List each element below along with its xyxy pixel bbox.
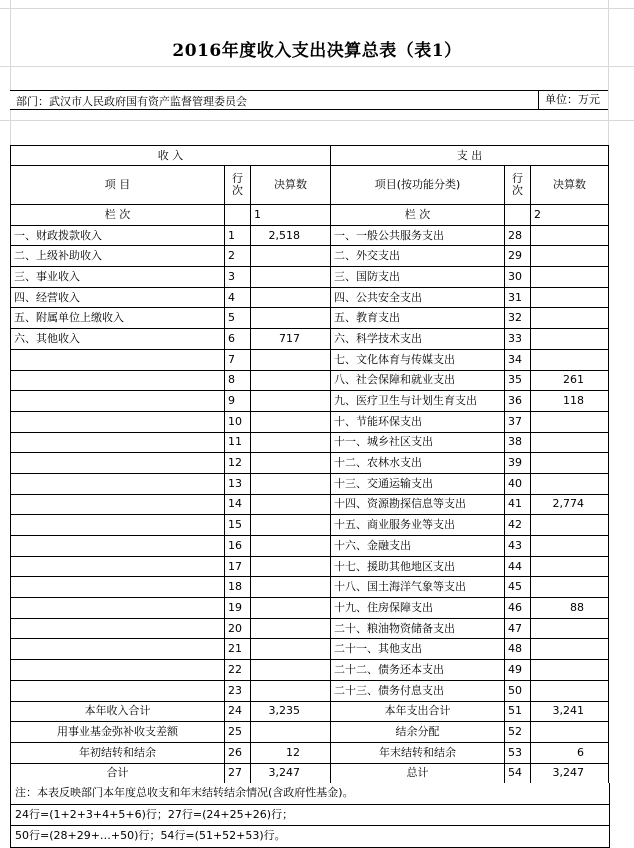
- expense-row-no: 47: [505, 618, 531, 639]
- income-item: [11, 453, 225, 474]
- col-amount-header: 决算数: [251, 166, 331, 205]
- expense-amount: [531, 660, 609, 681]
- expense-amount: [531, 246, 609, 267]
- column-header-row: [11, 166, 609, 205]
- income-item: [11, 411, 225, 432]
- income-row-no: 7: [225, 349, 251, 370]
- income-item: 三、事业收入: [11, 267, 225, 288]
- expense-amount: 88: [531, 598, 609, 619]
- expense-row-no: 39: [505, 453, 531, 474]
- lanci-expense-label: 栏 次: [331, 205, 505, 226]
- summary-expense-item: 年末结转和结余: [331, 742, 505, 763]
- expense-item: 二十二、债务还本支出: [331, 660, 505, 681]
- income-row-no: 23: [225, 680, 251, 701]
- income-item: [11, 432, 225, 453]
- expense-row-no: 28: [505, 225, 531, 246]
- expense-amount: [531, 639, 609, 660]
- income-row-no: 20: [225, 618, 251, 639]
- table-row: [11, 494, 609, 515]
- lanci-blank2: [505, 205, 531, 226]
- summary-income-amount: 12: [251, 742, 331, 763]
- table-row: [11, 660, 609, 681]
- income-item: [11, 660, 225, 681]
- table-row: [11, 391, 609, 412]
- income-expense-table: [10, 145, 609, 784]
- income-item: 一、财政拨款收入: [11, 225, 225, 246]
- income-amount: [251, 473, 331, 494]
- income-item: 四、经营收入: [11, 287, 225, 308]
- expense-item: 二十三、债务付息支出: [331, 680, 505, 701]
- expense-amount: [531, 411, 609, 432]
- summary-income-amount: [251, 722, 331, 743]
- summary-income-item: 用事业基金弥补收支差额: [11, 722, 225, 743]
- income-amount: [251, 556, 331, 577]
- income-amount: [251, 246, 331, 267]
- table-row: [11, 432, 609, 453]
- table-row: [11, 577, 609, 598]
- expense-section-header: 支 出: [331, 146, 609, 166]
- table-row: [11, 370, 609, 391]
- expense-amount: [531, 287, 609, 308]
- table-row: [11, 639, 609, 660]
- expense-item: 十三、交通运输支出: [331, 473, 505, 494]
- income-row-no: 14: [225, 494, 251, 515]
- income-row-no: 17: [225, 556, 251, 577]
- income-amount: [251, 453, 331, 474]
- summary-expense-amount: 3,247: [531, 763, 609, 784]
- expense-row-no: 43: [505, 536, 531, 557]
- lanci-row: [11, 205, 609, 226]
- table-row: [11, 536, 609, 557]
- col-amount2-header: 决算数: [531, 166, 609, 205]
- income-amount: 717: [251, 329, 331, 350]
- summary-expense-row-no: 52: [505, 722, 531, 743]
- notes-footer: [10, 783, 610, 848]
- table-row: [11, 308, 609, 329]
- expense-row-no: 33: [505, 329, 531, 350]
- col-item-func-header: 项目(按功能分类): [331, 166, 505, 205]
- table-row: [11, 618, 609, 639]
- income-row-no: 15: [225, 515, 251, 536]
- income-amount: 2,518: [251, 225, 331, 246]
- lanci-blank: [225, 205, 251, 226]
- summary-expense-amount: 6: [531, 742, 609, 763]
- income-amount: [251, 267, 331, 288]
- income-row-no: 1: [225, 225, 251, 246]
- income-amount: [251, 536, 331, 557]
- expense-item: 二十、粮油物资储备支出: [331, 618, 505, 639]
- summary-expense-amount: [531, 722, 609, 743]
- summary-income-amount: 3,235: [251, 701, 331, 722]
- summary-expense-row-no: 54: [505, 763, 531, 784]
- summary-income-amount: 3,247: [251, 763, 331, 784]
- expense-row-no: 35: [505, 370, 531, 391]
- income-row-no: 3: [225, 267, 251, 288]
- summary-income-row-no: 24: [225, 701, 251, 722]
- header-info-row: [10, 90, 608, 110]
- income-row-no: 11: [225, 432, 251, 453]
- expense-item: 四、公共安全支出: [331, 287, 505, 308]
- expense-amount: [531, 536, 609, 557]
- expense-amount: [531, 225, 609, 246]
- table-row: [11, 515, 609, 536]
- expense-item: 十一、城乡社区支出: [331, 432, 505, 453]
- income-row-no: 8: [225, 370, 251, 391]
- expense-item: 十六、金融支出: [331, 536, 505, 557]
- table-row: [11, 473, 609, 494]
- expense-item: 六、科学技术支出: [331, 329, 505, 350]
- expense-row-no: 38: [505, 432, 531, 453]
- income-row-no: 10: [225, 411, 251, 432]
- expense-row-no: 46: [505, 598, 531, 619]
- income-amount: [251, 349, 331, 370]
- section-header-row: [11, 146, 609, 166]
- department-label: 部门：武汉市人民政府国有资产监督管理委员会: [16, 95, 247, 108]
- income-item: [11, 370, 225, 391]
- expense-amount: [531, 453, 609, 474]
- expense-item: 十五、商业服务业等支出: [331, 515, 505, 536]
- income-row-no: 21: [225, 639, 251, 660]
- expense-row-no: 36: [505, 391, 531, 412]
- income-amount: [251, 515, 331, 536]
- summary-row: [11, 722, 609, 743]
- expense-item: 三、国防支出: [331, 267, 505, 288]
- income-item: [11, 639, 225, 660]
- expense-amount: [531, 473, 609, 494]
- expense-amount: [531, 349, 609, 370]
- income-amount: [251, 432, 331, 453]
- income-row-no: 2: [225, 246, 251, 267]
- expense-amount: [531, 556, 609, 577]
- table-row: [11, 598, 609, 619]
- table-row: [11, 246, 609, 267]
- expense-row-no: 41: [505, 494, 531, 515]
- note-line-2: 24行=(1+2+3+4+5+6)行；27行=(24+25+26)行；: [11, 805, 609, 827]
- income-item: [11, 680, 225, 701]
- income-item: [11, 536, 225, 557]
- expense-row-no: 50: [505, 680, 531, 701]
- summary-income-row-no: 26: [225, 742, 251, 763]
- expense-row-no: 42: [505, 515, 531, 536]
- expense-item: 二十一、其他支出: [331, 639, 505, 660]
- page-title: 2016年度收入支出决算总表（表1）: [172, 41, 462, 61]
- income-row-no: 9: [225, 391, 251, 412]
- summary-expense-row-no: 51: [505, 701, 531, 722]
- summary-row: [11, 701, 609, 722]
- income-item: [11, 473, 225, 494]
- table-row: [11, 225, 609, 246]
- income-item: [11, 391, 225, 412]
- expense-amount: [531, 432, 609, 453]
- income-amount: [251, 618, 331, 639]
- income-amount: [251, 639, 331, 660]
- income-amount: [251, 598, 331, 619]
- income-row-no: 19: [225, 598, 251, 619]
- note-line-3: 50行=(28+29+…+50)行；54行=(51+52+53)行。: [11, 826, 609, 848]
- income-amount: [251, 577, 331, 598]
- income-row-no: 6: [225, 329, 251, 350]
- expense-row-no: 48: [505, 639, 531, 660]
- income-row-no: 4: [225, 287, 251, 308]
- income-item: [11, 515, 225, 536]
- expense-amount: [531, 618, 609, 639]
- expense-amount: 261: [531, 370, 609, 391]
- expense-row-no: 29: [505, 246, 531, 267]
- expense-row-no: 45: [505, 577, 531, 598]
- income-row-no: 12: [225, 453, 251, 474]
- income-item: [11, 618, 225, 639]
- expense-amount: [531, 267, 609, 288]
- income-item: [11, 556, 225, 577]
- summary-income-row-no: 25: [225, 722, 251, 743]
- income-amount: [251, 370, 331, 391]
- income-amount: [251, 660, 331, 681]
- expense-item: 二、外交支出: [331, 246, 505, 267]
- income-item: 六、其他收入: [11, 329, 225, 350]
- expense-row-no: 40: [505, 473, 531, 494]
- expense-row-no: 30: [505, 267, 531, 288]
- lanci-expense-no: 2: [531, 205, 609, 226]
- expense-item: 五、教育支出: [331, 308, 505, 329]
- expense-row-no: 32: [505, 308, 531, 329]
- table-row: [11, 329, 609, 350]
- income-amount: [251, 411, 331, 432]
- summary-row: [11, 763, 609, 784]
- expense-row-no: 44: [505, 556, 531, 577]
- col-item-header: 项 目: [11, 166, 225, 205]
- income-row-no: 13: [225, 473, 251, 494]
- expense-item: 十四、资源勘探信息等支出: [331, 494, 505, 515]
- income-item: [11, 494, 225, 515]
- expense-amount: [531, 308, 609, 329]
- expense-item: 九、医疗卫生与计划生育支出: [331, 391, 505, 412]
- expense-amount: 118: [531, 391, 609, 412]
- expense-row-no: 49: [505, 660, 531, 681]
- table-row: [11, 680, 609, 701]
- table-row: [11, 453, 609, 474]
- income-row-no: 16: [225, 536, 251, 557]
- income-amount: [251, 287, 331, 308]
- expense-item: 八、社会保障和就业支出: [331, 370, 505, 391]
- summary-expense-amount: 3,241: [531, 701, 609, 722]
- expense-item: 七、文化体育与传媒支出: [331, 349, 505, 370]
- income-item: 五、附属单位上缴收入: [11, 308, 225, 329]
- summary-income-item: 年初结转和结余: [11, 742, 225, 763]
- lanci-income-label: 栏 次: [11, 205, 225, 226]
- expense-row-no: 34: [505, 349, 531, 370]
- income-section-header: 收 入: [11, 146, 331, 166]
- summary-income-row-no: 27: [225, 763, 251, 784]
- expense-item: 一、一般公共服务支出: [331, 225, 505, 246]
- income-amount: [251, 391, 331, 412]
- table-row: [11, 556, 609, 577]
- expense-row-no: 37: [505, 411, 531, 432]
- summary-expense-item: 总计: [331, 763, 505, 784]
- summary-expense-row-no: 53: [505, 742, 531, 763]
- income-item: 二、上级补助收入: [11, 246, 225, 267]
- summary-expense-item: 结余分配: [331, 722, 505, 743]
- table-row: [11, 349, 609, 370]
- table-row: [11, 287, 609, 308]
- summary-expense-item: 本年支出合计: [331, 701, 505, 722]
- income-item: [11, 598, 225, 619]
- note-line-1: 注：本表反映部门本年度总收支和年末结转结余情况(含政府性基金)。: [11, 783, 609, 805]
- expense-amount: [531, 515, 609, 536]
- income-item: [11, 577, 225, 598]
- income-amount: [251, 680, 331, 701]
- expense-item: 十七、援助其他地区支出: [331, 556, 505, 577]
- expense-amount: [531, 329, 609, 350]
- unit-label: 单位：万元: [538, 91, 608, 109]
- expense-item: 十二、农林水支出: [331, 453, 505, 474]
- income-row-no: 18: [225, 577, 251, 598]
- expense-row-no: 31: [505, 287, 531, 308]
- lanci-income-no: 1: [251, 205, 331, 226]
- summary-row: [11, 742, 609, 763]
- table-row: [11, 411, 609, 432]
- income-amount: [251, 494, 331, 515]
- expense-amount: [531, 680, 609, 701]
- income-row-no: 5: [225, 308, 251, 329]
- expense-item: 十、节能环保支出: [331, 411, 505, 432]
- income-row-no: 22: [225, 660, 251, 681]
- expense-item: 十九、住房保障支出: [331, 598, 505, 619]
- expense-amount: [531, 577, 609, 598]
- col-row-no2-header: 行次: [505, 166, 531, 205]
- summary-income-item: 本年收入合计: [11, 701, 225, 722]
- table-row: [11, 267, 609, 288]
- summary-income-item: 合计: [11, 763, 225, 784]
- income-amount: [251, 308, 331, 329]
- expense-item: 十八、国土海洋气象等支出: [331, 577, 505, 598]
- income-item: [11, 349, 225, 370]
- expense-amount: 2,774: [531, 494, 609, 515]
- col-row-no-header: 行次: [225, 166, 251, 205]
